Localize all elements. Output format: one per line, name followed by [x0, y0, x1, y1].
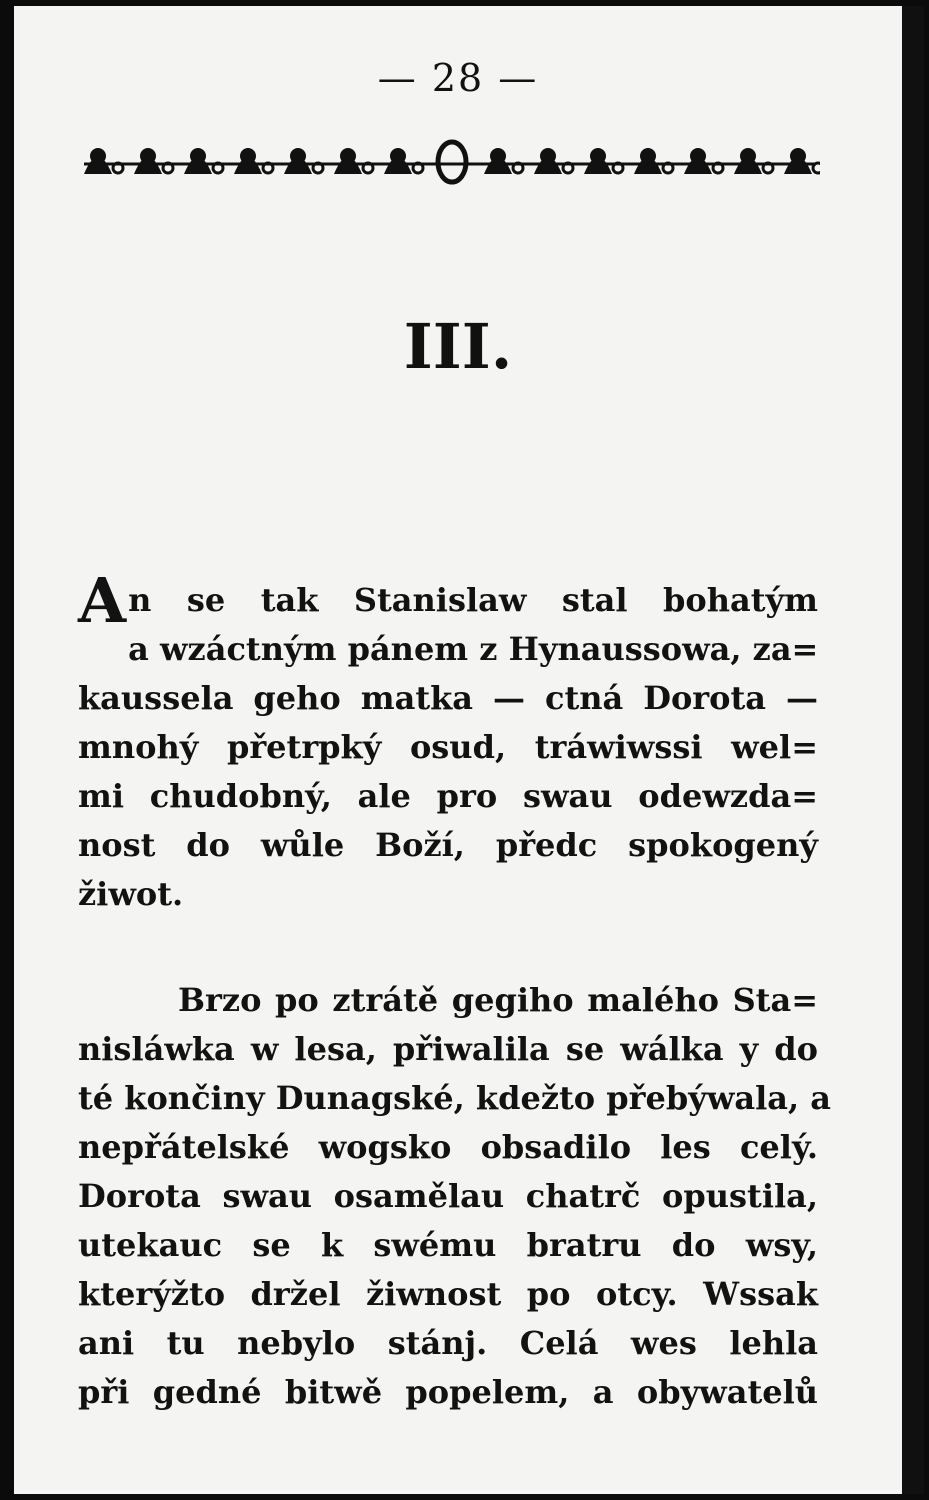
- text-line: kaussela geho matka — ctná Dorota —: [78, 679, 818, 717]
- text-line: mi chudobný, ale pro swau odewzda=: [78, 777, 818, 815]
- text-line: nisláwka w lesa, přiwalila se wálka y do: [78, 1030, 818, 1068]
- text-line: nepřátelské wogsko obsadilo les celý.: [78, 1128, 818, 1166]
- text-line: a wzáctným pánem z Hynaussowa, za=: [128, 630, 819, 668]
- floral-vine-ornament-icon: [80, 134, 820, 194]
- paragraph-2: [78, 976, 832, 1417]
- text-line: Dorota swau osamělau chatrč opustila,: [78, 1177, 818, 1215]
- text-line: nost do wůle Boží, předc spokogený: [78, 826, 818, 864]
- text-line: ani tu nebylo stánj. Celá wes lehla: [78, 1324, 818, 1362]
- text-line: mnohý přetrpký osud, tráwiwssi wel=: [78, 728, 818, 766]
- text-line: utekauc se k swému bratru do wsy,: [78, 1226, 818, 1264]
- text-line: při gedné bitwě popelem, a obywatelů: [78, 1373, 818, 1411]
- paragraph-1: [78, 564, 819, 919]
- text-line: Brzo po ztrátě gegiho malého Sta=: [178, 981, 818, 1019]
- text-line: té končiny Dunagské, kdežto přebýwala, a: [78, 1079, 832, 1117]
- book-page: [14, 6, 902, 1494]
- page-number: — 28 —: [377, 56, 539, 100]
- text-line: žiwot.: [78, 875, 184, 913]
- adjacent-page-edge: [902, 6, 924, 1494]
- chapter-heading: III.: [403, 310, 513, 383]
- text-line: n se tak Stanislaw stal bohatým: [128, 581, 818, 619]
- text-line: kterýžto držel žiwnost po otcy. Wssak: [78, 1275, 818, 1313]
- drop-cap: A: [78, 564, 127, 637]
